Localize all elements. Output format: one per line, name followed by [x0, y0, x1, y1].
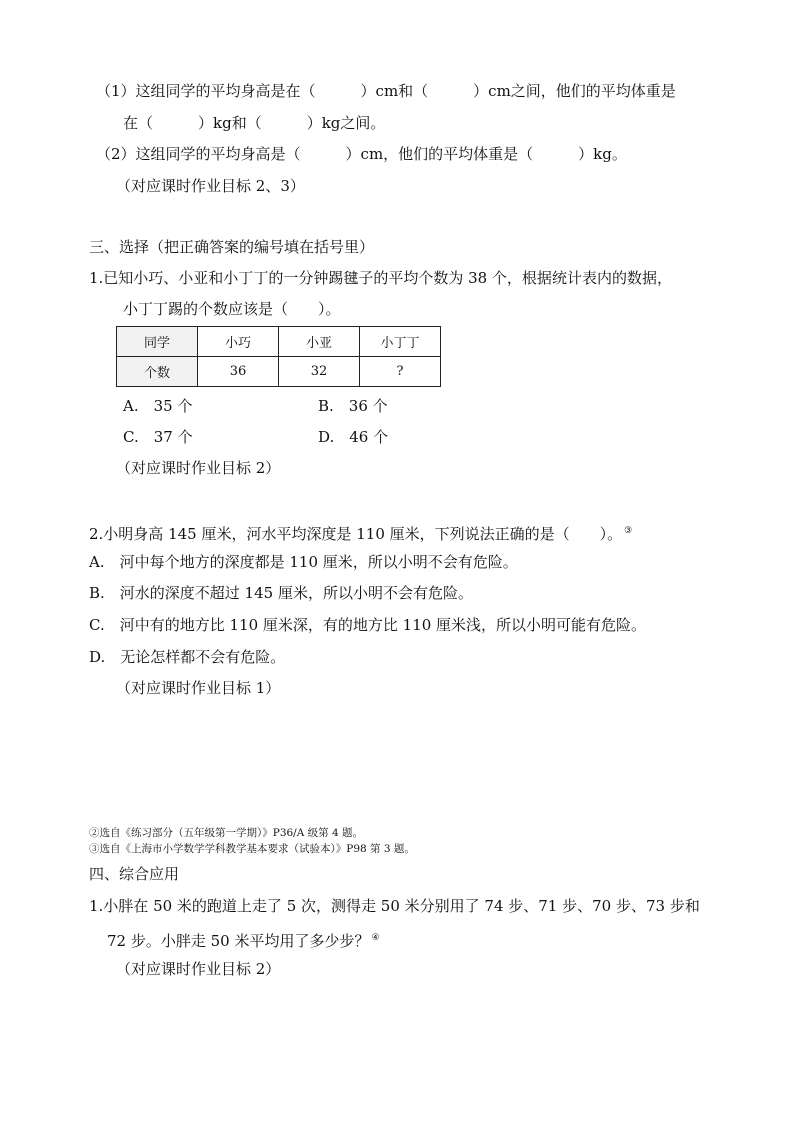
footnote-1 — [89, 826, 363, 840]
footnote-1-mark: ② — [89, 827, 100, 839]
stats-table — [116, 326, 441, 387]
s3-q1-target: （对应课时作业目标 2） — [116, 459, 281, 477]
s3-q1-option-b: B. 36 个 — [318, 397, 388, 415]
s3-q1-line1: 1.已知小巧、小亚和小丁丁的一分钟踢毽子的平均个数为 38 个，根据统计表内的数据， — [89, 269, 672, 287]
table-cell: 个数 — [117, 357, 198, 387]
part2-target: （对应课时作业目标 2、3） — [116, 177, 305, 195]
s3-q2-option-d: D. 无论怎样都不会有危险。 — [89, 648, 286, 666]
s3-q1-option-a: A. 35 个 — [123, 397, 193, 415]
s4-q1-line1: 1.小胖在 50 米的跑道上走了 5 次，测得走 50 米分别用了 74 步、71 步、70 步、73 步和 — [89, 897, 700, 915]
section4-title: 四、综合应用 — [89, 865, 180, 883]
table-cell: ? — [360, 357, 441, 387]
footnote-2-text: 选自《上海市小学数学学科教学基本要求（试验本）》P98 第 3 题。 — [99, 843, 415, 855]
footnote-2 — [89, 842, 415, 856]
footnote-2-mark: ③ — [89, 843, 100, 855]
table-header-cell: 小亚 — [279, 327, 360, 357]
s3-q2-option-a: A. 河中每个地方的深度都是 110 厘米，所以小明不会有危险。 — [89, 553, 518, 571]
s4-q1-line2 — [107, 928, 380, 951]
section3-title: 三、选择（把正确答案的编号填在括号里） — [89, 238, 375, 256]
s3-q2-option-c: C. 河中有的地方比 110 厘米深，有的地方比 110 厘米浅，所以小明可能有危险。 — [89, 616, 647, 634]
s3-q2-target: （对应课时作业目标 1） — [116, 679, 281, 697]
s4-target: （对应课时作业目标 2） — [116, 960, 281, 978]
footnote-1-text: 选自《练习部分（五年级第一学期）》P36/A 级第 4 题。 — [99, 827, 363, 839]
part2-q2-line: （2）这组同学的平均身高是（ ）cm，他们的平均体重是（ ）kg。 — [96, 145, 627, 163]
s4-q1-line2-text: 72 步。小胖走 50 米平均用了多少步？ — [107, 932, 370, 950]
s3-q2-stem-text: 2.小明身高 145 厘米，河水平均深度是 110 厘米，下列说法正确的是（ ）。 — [89, 525, 623, 543]
part2-q1-line2: 在（ ）kg和（ ）kg之间。 — [123, 114, 386, 132]
s3-q1-line2: 小丁丁踢的个数应该是（ ）。 — [123, 300, 341, 318]
table-header-cell: 小丁丁 — [360, 327, 441, 357]
footnote-mark: ④ — [371, 933, 380, 943]
table-cell: 32 — [279, 357, 360, 387]
table-row — [117, 357, 441, 387]
table-cell: 36 — [198, 357, 279, 387]
s3-q1-option-c: C. 37 个 — [123, 428, 193, 446]
s3-q1-option-d: D. 46 个 — [318, 428, 389, 446]
footnote-mark: ③ — [624, 526, 633, 536]
table-row-header — [117, 327, 441, 357]
part2-q1-line1: （1）这组同学的平均身高是在（ ）cm和（ ）cm之间，他们的平均体重是 — [96, 82, 676, 100]
s3-q2-stem — [89, 521, 632, 544]
s3-q2-option-b: B. 河水的深度不超过 145 厘米，所以小明不会有危险。 — [89, 584, 473, 602]
table-header-cell: 小巧 — [198, 327, 279, 357]
table-header-cell: 同学 — [117, 327, 198, 357]
